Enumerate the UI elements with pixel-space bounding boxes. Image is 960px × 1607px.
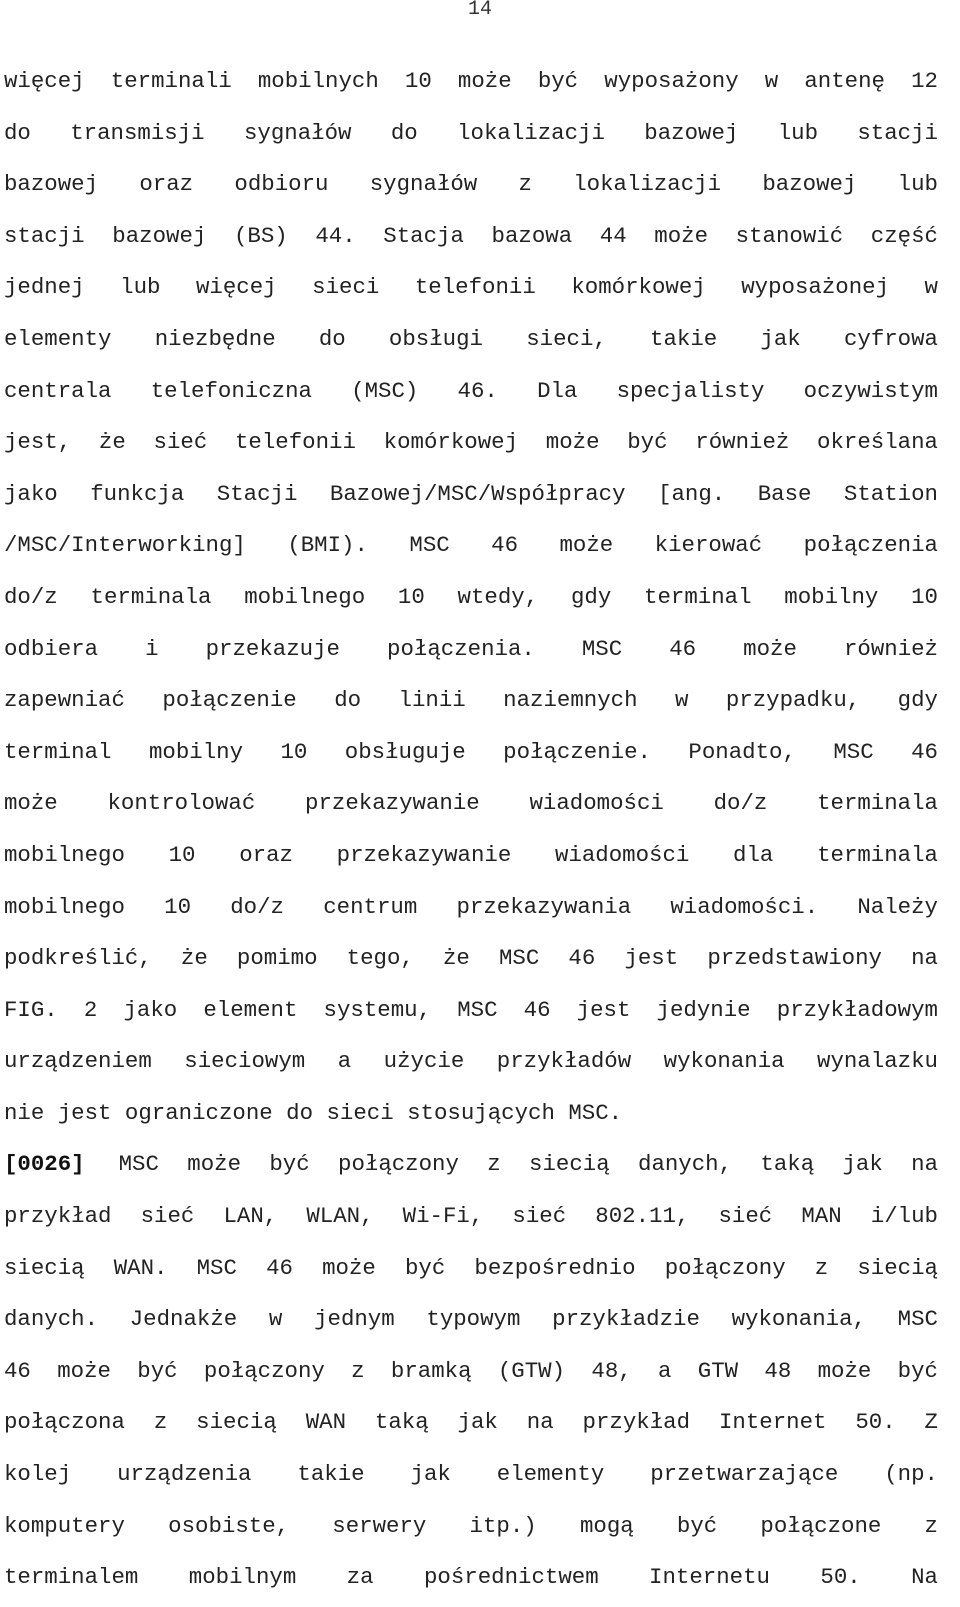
text-line: przykład sieć LAN, WLAN, Wi-Fi, sieć 802.11, sieć MAN i/lub <box>4 1203 938 1230</box>
paragraph-first-line-text: MSC może być połączony z siecią danych, taką jak na <box>118 1151 938 1178</box>
text-line: jednej lub więcej sieci telefonii komórkowej wyposażonej w <box>4 274 938 301</box>
text-line: elementy niezbędne do obsługi sieci, takie jak cyfrowa <box>4 325 938 352</box>
text-line: /MSC/Interworking] (BMI). MSC 46 może kierować połączenia <box>4 532 938 559</box>
text-line: połączona z siecią WAN taką jak na przykład Internet 50. Z <box>4 1409 938 1436</box>
text-line: danych. Jednakże w jednym typowym przykładzie wykonania, MSC <box>4 1306 938 1333</box>
paragraph-number: [0026] <box>4 1151 85 1178</box>
text-line: nie jest ograniczone do sieci stosujących MSC. <box>4 1099 623 1126</box>
text-line: więcej terminali mobilnych 10 może być wyposażony w antenę 12 <box>4 68 938 94</box>
text-line: centrala telefoniczna (MSC) 46. Dla specjalisty oczywistym <box>4 377 938 404</box>
paragraph-0026-first-line <box>4 1139 938 1191</box>
text-line: stacji bazowej (BS) 44. Stacja bazowa 44 może stanowić część <box>4 222 938 249</box>
text-line: FIG. 2 jako element systemu, MSC 46 jest jedynie przykładowym <box>4 996 938 1023</box>
text-line: jako funkcja Stacji Bazowej/MSC/Współpracy [ang. Base Station <box>4 480 938 507</box>
text-line: jest, że sieć telefonii komórkowej może być również określana <box>4 429 938 456</box>
text-line: zapewniać połączenie do linii naziemnych w przypadku, gdy <box>4 687 938 714</box>
text-line: siecią WAN. MSC 46 może być bezpośrednio połączony z siecią <box>4 1254 938 1281</box>
text-line: kolej urządzenia takie jak elementy przetwarzające (np. <box>4 1461 938 1488</box>
text-line: 46 może być połączony z bramką (GTW) 48, a GTW 48 może być <box>4 1357 938 1384</box>
text-line: komputery osobiste, serwery itp.) mogą być połączone z <box>4 1512 938 1539</box>
text-line: odbiera i przekazuje połączenia. MSC 46 może również <box>4 635 938 662</box>
document-body <box>4 56 938 1604</box>
text-line: mobilnego 10 oraz przekazywanie wiadomości dla terminala <box>4 841 938 868</box>
text-line: urządzeniem sieciowym a użycie przykładów wykonania wynalazku <box>4 1048 938 1075</box>
text-line: mobilnego 10 do/z centrum przekazywania wiadomości. Należy <box>4 893 938 920</box>
text-line: bazowej oraz odbioru sygnałów z lokalizacji bazowej lub <box>4 171 938 198</box>
text-line: podkreślić, że pomimo tego, że MSC 46 jest przedstawiony na <box>4 945 938 972</box>
text-line: terminal mobilny 10 obsługuje połączenie. Ponadto, MSC 46 <box>4 738 938 765</box>
page-number: 14 <box>467 0 492 21</box>
text-line: do transmisji sygnałów do lokalizacji bazowej lub stacji <box>4 119 938 146</box>
text-line: może kontrolować przekazywanie wiadomości do/z terminala <box>4 790 938 817</box>
text-line: terminalem mobilnym za pośrednictwem Internetu 50. Na <box>4 1564 938 1591</box>
text-line: do/z terminala mobilnego 10 wtedy, gdy terminal mobilny 10 <box>4 583 938 610</box>
